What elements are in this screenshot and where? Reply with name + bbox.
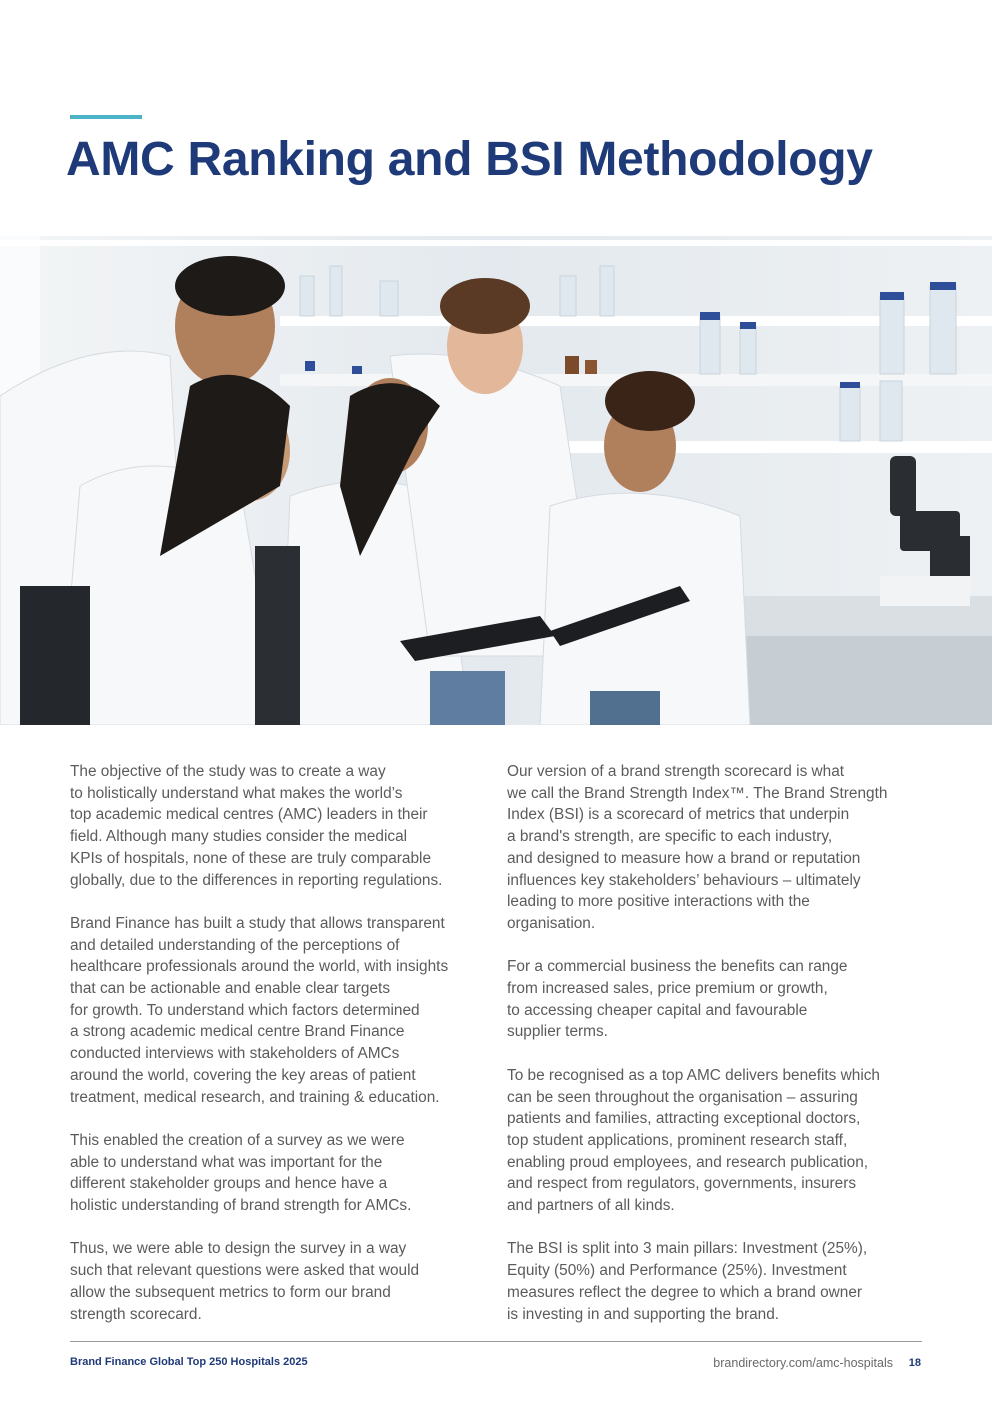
paragraph: Our version of a brand strength scorecard is what we call the Brand Strength Index™. The Brand Strength Index (BSI) is a scorecard of metrics that underpin a brand's strength, are specific to each industry, and designed to measure how a brand or reputation influences key stakeholders’ behaviours – ultimately leading to more positive interactions with the organisation.	[507, 763, 888, 932]
body-column-left	[70, 761, 490, 1347]
paragraph: To be recognised as a top AMC delivers benefits which can be seen throughout the organisation – assuring patients and families, attracting exceptional doctors, top student applications, prominent research staff, enabling proud employees, and research publication, and respect from regulators, governments, insurers and partners of all kinds.	[507, 1066, 880, 1215]
body-column-right	[507, 761, 927, 1347]
paragraph: Thus, we were able to design the survey in a way such that relevant questions were asked that would allow the subsequent metrics to form our brand strength scorecard.	[70, 1240, 420, 1323]
paragraph: This enabled the creation of a survey as we were able to understand what was important for the different stakeholder groups and hence have a holistic understanding of brand strength for AMCs.	[70, 1131, 412, 1215]
hero-image	[0, 236, 992, 725]
paragraph: The BSI is split into 3 main pillars: Investment (25%), Equity (50%) and Performance (25%). Investment measures reflect the degree to which a brand owner is investing in and supporting the brand.	[507, 1240, 868, 1323]
paragraph: For a commercial business the benefits can range from increased sales, price premium or growth, to accessing cheaper capital and favourable supplier terms.	[507, 958, 848, 1041]
page-title: AMC Ranking and BSI Methodology	[66, 133, 873, 186]
footer-report-name: Brand Finance Global Top 250 Hospitals 2025	[70, 1356, 308, 1368]
lab-photo-icon	[0, 236, 992, 725]
footer-url-link[interactable]: brandirectory.com/amc-hospitals	[713, 1356, 893, 1370]
title-accent-bar	[70, 115, 142, 119]
paragraph: Brand Finance has built a study that allows transparent and detailed understanding of the perceptions of healthcare professionals around the world, with insights that can be actionable and enable clear targets for growth. To understand which factors determined a strong academic medical centre Brand Finance conducted interviews with stakeholders of AMCs around the world, covering the key areas of patient treatment, medical research, and training & education.	[70, 914, 449, 1106]
paragraph: The objective of the study was to create a way to holistically understand what makes the world’s top academic medical centres (AMC) leaders in their field. Although many studies consider the medical KPIs of hospitals, none of these are truly comparable globally, due to the differences in reporting regulations.	[70, 763, 443, 889]
page-number: 18	[908, 1357, 921, 1369]
footer-divider	[70, 1341, 922, 1342]
